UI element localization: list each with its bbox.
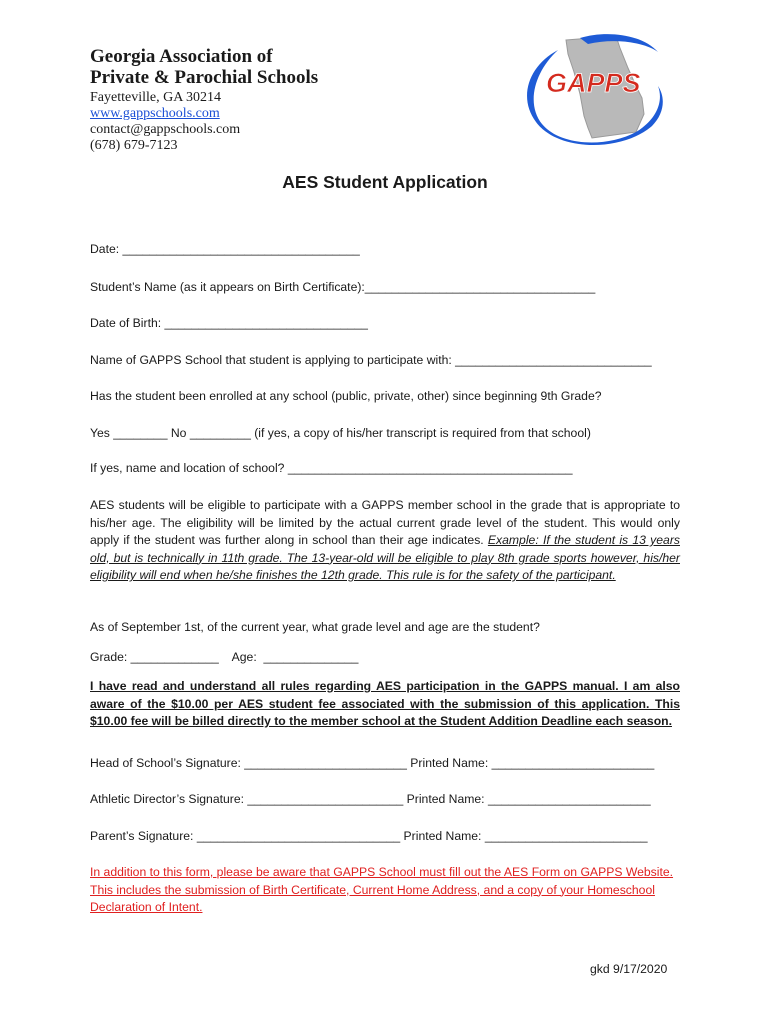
parent-signature-field[interactable]: Parent’s Signature: ______________________________ Printed Name: ________________________ <box>90 829 648 843</box>
student-name-field[interactable]: Student’s Name (as it appears on Birth Certificate):__________________________________ <box>90 280 596 294</box>
school-location-field[interactable]: If yes, name and location of school? __________________________________________ <box>90 461 573 475</box>
head-of-school-signature-field[interactable]: Head of School’s Signature: ________________________ Printed Name: ________________________ <box>90 756 655 770</box>
date-of-birth-field[interactable]: Date of Birth: ______________________________ <box>90 316 368 330</box>
yes-no-field[interactable]: Yes ________ No _________ (if yes, a copy of his/her transcript is required from that school) <box>90 426 591 440</box>
org-email: contact@gappschools.com <box>90 122 241 137</box>
org-name-line-2: Private & Parochial Schools <box>90 67 319 88</box>
grade-age-question: As of September 1st, of the current year, what grade level and age are the student? <box>90 620 540 634</box>
org-name <box>90 46 318 88</box>
acknowledgement-paragraph: I have read and understand all rules regarding AES participation in the GAPPS manual. I am also aware of the $10.00 per AES student fee associated with the submission of this application. This $10.00 fee will be billed directly to the member school at the Student Addition Deadline each season. <box>90 679 680 728</box>
grade-age-field[interactable]: Grade: _____________ Age: ______________ <box>90 650 359 664</box>
notice-paragraph: In addition to this form, please be aware that GAPPS School must fill out the AES Form on GAPPS Website. This includes the submission of Birth Certificate, Current Home Address, and a copy of your Homeschool Declaration of Intent. <box>90 865 674 914</box>
enrolled-question: Has the student been enrolled at any school (public, private, other) since beginning 9th Grade? <box>90 389 602 403</box>
eligibility-text: AES students will be eligible to participate with a GAPPS member school in the grade that is appropriate to his/her age. The eligibility will be limited by the actual current grade level of the student. This would only apply if the student was further along in school than their age indicates. <box>90 498 680 547</box>
athletic-director-signature-field[interactable]: Athletic Director’s Signature: _______________________ Printed Name: ________________________ <box>90 792 651 806</box>
gapps-logo <box>518 28 668 150</box>
page-title: AES Student Application <box>282 172 488 192</box>
gapps-school-field[interactable]: Name of GAPPS School that student is applying to participate with: _____________________________ <box>90 353 652 367</box>
org-city: Fayetteville, GA 30214 <box>90 90 222 105</box>
date-field[interactable]: Date: ___________________________________ <box>90 242 360 256</box>
org-phone: (678) 679-7123 <box>90 138 178 153</box>
org-name-line-1: Georgia Association of <box>90 46 273 67</box>
footer-revision: gkd 9/17/2020 <box>590 962 668 976</box>
eligibility-example: Example: If the student is 13 years old, but is technically in 11th grade. The 13-year-old will be eligible to play 8th grade sports however, his/her eligibility will end when he/she finishes the 12th grade. This rule is for the safety of the participant. <box>90 533 680 582</box>
eligibility-paragraph <box>90 497 680 585</box>
logo-text: GAPPS <box>546 68 641 98</box>
org-website-link[interactable]: www.gappschools.com <box>90 106 220 121</box>
